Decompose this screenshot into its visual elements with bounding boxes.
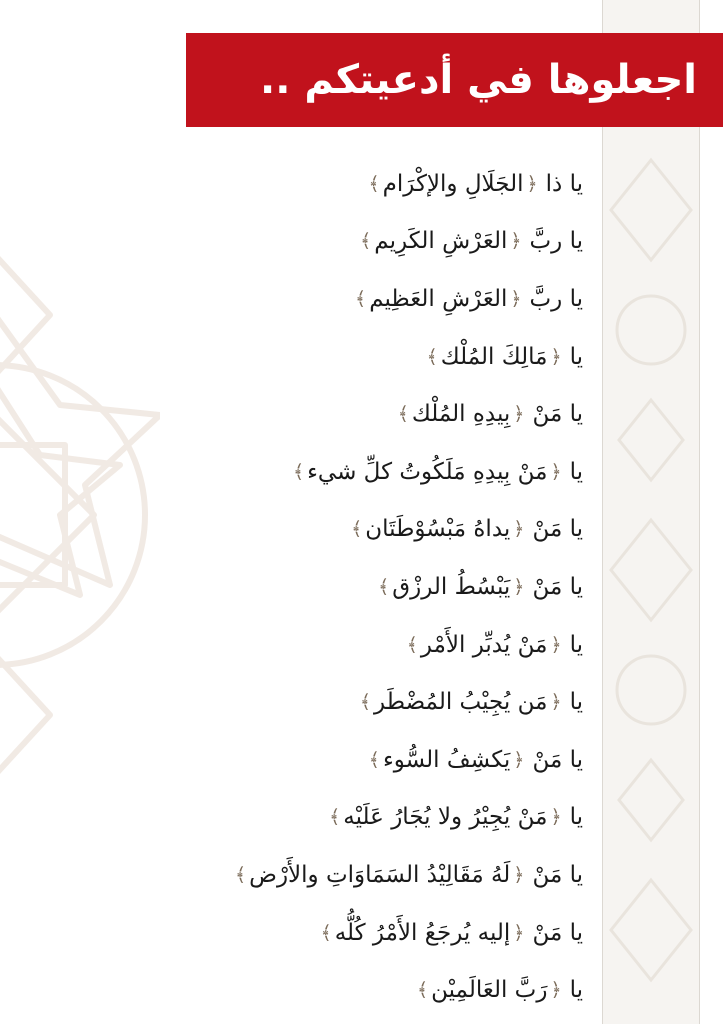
supplication-line: [103, 846, 583, 904]
ornate-bracket-close-icon: ﴾: [406, 633, 418, 656]
decorative-side-strip: [602, 0, 700, 1024]
ornate-bracket-close-icon: ﴾: [359, 691, 372, 714]
supplication-prefix: يا: [569, 977, 583, 1004]
supplication-prefix: يا: [569, 631, 583, 658]
ornate-bracket-open-icon: ﴿: [513, 575, 525, 598]
ornate-bracket-open-icon: ﴿: [513, 403, 525, 426]
supplication-phrase: رَبَّ العَالَمِيْن: [431, 977, 548, 1004]
supplication-line: [103, 501, 583, 559]
supplication-phrase: مَنْ يُدبِّر الأَمْر: [420, 631, 548, 658]
supplication-line: [103, 270, 583, 328]
supplication-prefix: يا مَنْ: [532, 516, 583, 543]
supplication-phrase: مَنْ يُجِيْرُ ولا يُجَارُ عَلَيْه: [343, 804, 548, 831]
ornate-bracket-close-icon: ﴾: [426, 345, 438, 368]
ornate-bracket-open-icon: ﴿: [513, 518, 525, 541]
ornate-bracket-close-icon: ﴾: [368, 748, 380, 771]
supplication-phrase: مَالِكَ المُلْك: [440, 343, 548, 370]
supplication-prefix: يا ذا: [545, 170, 583, 197]
supplication-prefix: يا مَنْ: [532, 919, 583, 946]
page-title: اجعلوها في أدعيتكم ..: [260, 57, 697, 103]
title-banner: [186, 33, 723, 127]
ornate-bracket-open-icon: ﴿: [510, 230, 522, 253]
supplication-phrase: بِيدِهِ المُلْك: [411, 401, 511, 428]
supplication-prefix: يا: [569, 689, 583, 716]
supplication-prefix: يا مَنْ: [532, 573, 583, 600]
supplication-line: [103, 385, 583, 443]
ornate-bracket-open-icon: ﴿: [550, 345, 562, 368]
supplication-line: [103, 673, 583, 731]
supplication-phrase: مَنْ بِيدِهِ مَلَكُوتُ كلِّ شيء: [307, 458, 548, 485]
ornate-bracket-open-icon: ﴿: [513, 748, 525, 771]
ornate-bracket-close-icon: ﴾: [320, 921, 332, 944]
supplication-line: [103, 155, 583, 213]
supplication-line: [103, 904, 583, 962]
ornate-bracket-open-icon: ﴿: [550, 633, 562, 656]
ornate-bracket-open-icon: ﴿: [526, 172, 538, 195]
supplication-line: [103, 558, 583, 616]
supplication-phrase: العَرْشِ الكَرِيم: [374, 228, 508, 255]
supplication-line: [103, 961, 583, 1019]
ornate-bracket-close-icon: ﴾: [329, 806, 341, 829]
supplication-phrase: يداهُ مَبْسُوْطَتَان: [365, 516, 511, 543]
supplication-prefix: يا: [569, 804, 583, 831]
supplication-phrase: لَهُ مَقَالِيْدُ السَمَاوَاتِ والأَرْض: [249, 861, 511, 888]
supplication-line: [103, 443, 583, 501]
ornate-bracket-close-icon: ﴾: [355, 287, 367, 310]
strip-pattern-icon: [603, 0, 699, 1024]
supplication-prefix: يا: [569, 458, 583, 485]
ornate-bracket-open-icon: ﴿: [510, 287, 522, 310]
supplication-phrase: مَن يُجِيْبُ المُضْطَر: [374, 689, 548, 716]
supplication-prefix: يا: [569, 343, 583, 370]
ornate-bracket-close-icon: ﴾: [378, 575, 390, 598]
supplication-prefix: يا ربَّ: [529, 228, 583, 255]
ornate-bracket-open-icon: ﴿: [550, 806, 562, 829]
ornate-bracket-close-icon: ﴾: [397, 403, 409, 426]
supplication-line: [103, 789, 583, 847]
ornate-bracket-close-icon: ﴾: [416, 979, 429, 1002]
ornate-bracket-open-icon: ﴿: [513, 863, 525, 886]
supplication-phrase: الجَلَالِ والإكْرَام: [382, 170, 524, 197]
ornate-bracket-open-icon: ﴿: [550, 460, 562, 483]
supplication-phrase: العَرْشِ العَظِيم: [369, 285, 508, 312]
ornate-bracket-close-icon: ﴾: [360, 230, 372, 253]
supplication-line: [103, 213, 583, 271]
supplication-phrase: يَكشِفُ السُّوء: [382, 746, 511, 773]
supplication-list: [103, 155, 583, 1019]
supplication-phrase: إليه يُرجَعُ الأَمْرُ كُلُّه: [334, 919, 511, 946]
supplication-prefix: يا مَنْ: [532, 746, 583, 773]
ornate-bracket-close-icon: ﴾: [292, 460, 305, 483]
ornate-bracket-open-icon: ﴿: [513, 921, 525, 944]
supplication-line: [103, 616, 583, 674]
supplication-line: [103, 328, 583, 386]
ornate-bracket-close-icon: ﴾: [351, 518, 363, 541]
ornate-bracket-open-icon: ﴿: [550, 691, 562, 714]
ornate-bracket-close-icon: ﴾: [235, 863, 247, 886]
ornate-bracket-close-icon: ﴾: [368, 172, 380, 195]
supplication-prefix: يا ربَّ: [529, 285, 583, 312]
ornate-bracket-open-icon: ﴿: [550, 979, 562, 1002]
supplication-prefix: يا مَنْ: [532, 861, 583, 888]
supplication-line: [103, 731, 583, 789]
supplication-prefix: يا مَنْ: [532, 401, 583, 428]
supplication-phrase: يَبْسُطُ الرزْق: [392, 573, 511, 600]
